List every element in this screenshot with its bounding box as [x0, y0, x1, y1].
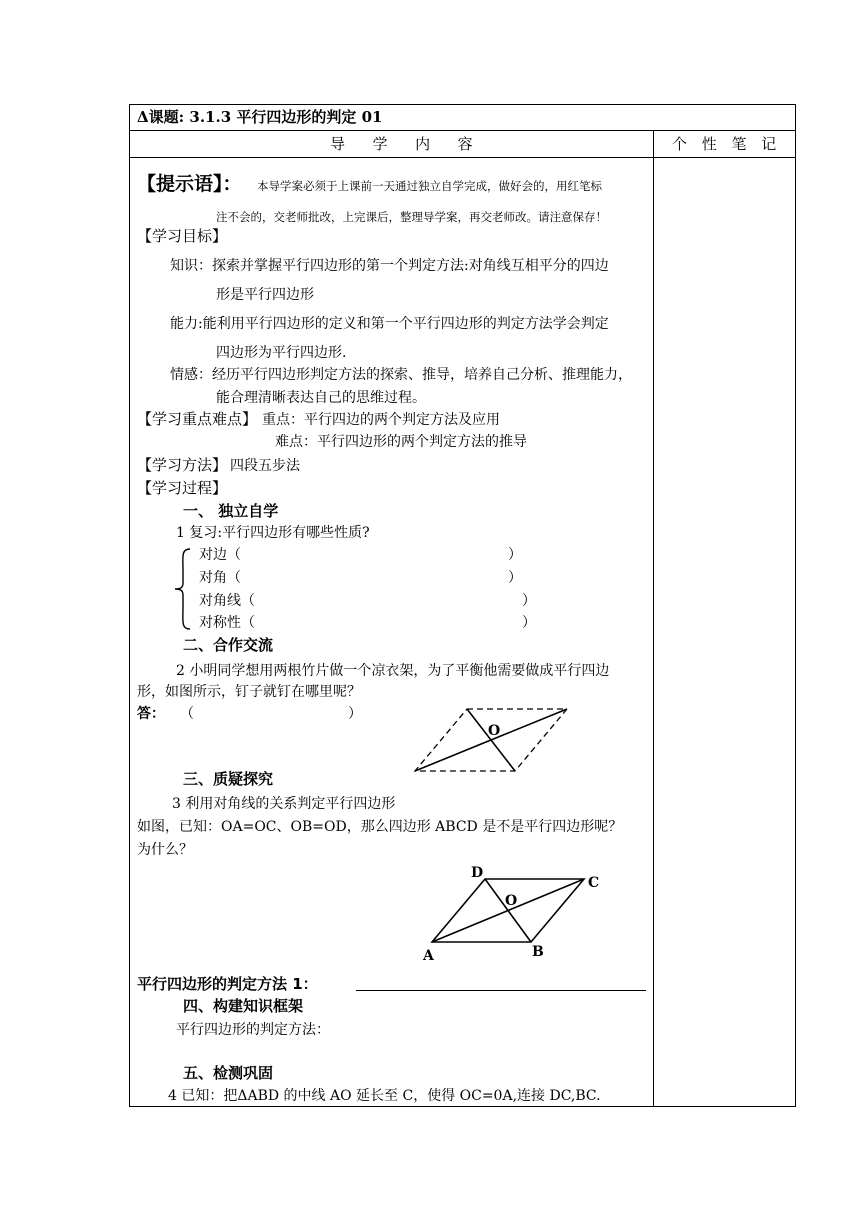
goals-emotion-line2: 能合理清晰表达自己的思维过程。 — [216, 390, 426, 406]
property-angles-label: 对角（ — [199, 570, 241, 586]
curly-brace — [172, 547, 192, 631]
column-header-notes: 个 性 笔 记 — [672, 135, 782, 153]
judgement-method-label: 平行四边形的判定方法 1： — [137, 975, 318, 993]
answer-underline — [356, 990, 646, 991]
rack-point-o-label: O — [488, 723, 501, 739]
vertex-d-label: D — [471, 865, 484, 881]
goals-ability-line1: 能力:能利用平行四边形的定义和第一个平行四边形的判定方法学会判定 — [170, 316, 609, 332]
property-diagonals-label: 对角线（ — [199, 593, 255, 609]
section3-title: 三、质疑探究 — [183, 770, 274, 788]
table-bottom-border — [129, 1106, 796, 1107]
tip-label: 【提示语】： — [137, 173, 242, 195]
parallelogram-abcd-figure — [418, 862, 608, 962]
keypoints-difficult: 难点：平行四边形的两个判定方法的推导 — [275, 434, 527, 450]
rack-diagonal-2 — [467, 709, 515, 771]
section3-question-line2: 为什么？ — [137, 842, 193, 858]
property-sides-close: ） — [508, 547, 522, 563]
section5-title: 五、检测巩固 — [183, 1064, 274, 1082]
section4-text: 平行四边形的判定方法： — [176, 1022, 330, 1038]
diagonal-bd — [485, 879, 531, 942]
process-heading: 【学习过程】 — [137, 479, 228, 497]
keypoints-heading: 【学习重点难点】 — [137, 410, 258, 428]
goals-heading: 【学习目标】 — [137, 227, 228, 245]
column-header-content: 导 学 内 容 — [330, 135, 479, 153]
property-symmetry-label: 对称性（ — [199, 615, 255, 631]
goals-knowledge-line2: 形是平行四边形 — [216, 287, 314, 303]
answer-open-paren: （ — [180, 706, 194, 722]
property-diagonals-close: ） — [522, 593, 536, 609]
section1-title: 一、 独立自学 — [183, 502, 279, 520]
section4-title: 四、构建知识框架 — [183, 997, 304, 1015]
table-subheader-divider — [129, 157, 796, 158]
answer-close-paren: ） — [348, 706, 362, 722]
section5-question: 4 已知：把ΔABD 的中线 AO 延长至 C，使得 OC=0A,连接 DC,BC. — [168, 1088, 601, 1104]
answer-label: 答： — [137, 706, 165, 722]
property-sides-label: 对边（ — [199, 547, 241, 563]
section3-question-line1: 如图，已知：OA=OC、OB=OD，那么四边形 ABCD 是不是平行四边形呢？ — [137, 819, 623, 835]
goals-ability-line2: 四边形为平行四边形. — [216, 345, 347, 361]
table-top-border — [129, 104, 796, 105]
vertex-a-label: A — [423, 948, 434, 964]
goals-knowledge-line1: 知识：探索并掌握平行四边形的第一个判定方法:对角线互相平分的四边 — [170, 258, 609, 274]
vertex-b-label: B — [532, 944, 544, 960]
tip-text-line2: 注不会的，交老师批改，上完课后，整理导学案，再交老师改。请注意保存！ — [216, 210, 607, 224]
table-header-divider — [129, 130, 796, 131]
table-left-border — [129, 104, 130, 1107]
section2-title: 二、合作交流 — [183, 636, 274, 654]
keypoints-key: 重点：平行四边的两个判定方法及应用 — [262, 412, 500, 428]
point-o-label: O — [505, 893, 518, 909]
section1-question: 1 复习:平行四边形有哪些性质? — [176, 525, 370, 541]
method-heading: 【学习方法】 — [137, 456, 228, 474]
section2-question-line1: 2 小明同学想用两根竹片做一个凉衣架，为了平衡他需要做成平行四边 — [176, 663, 610, 679]
goals-emotion-line1: 情感：经历平行四边形判定方法的探索、推导，培养自己分析、推理能力， — [170, 367, 632, 383]
property-angles-close: ） — [508, 570, 522, 586]
section2-question-line2: 形，如图所示，钉子就钉在哪里呢？ — [137, 684, 361, 700]
vertex-c-label: C — [588, 875, 600, 891]
method-value: 四段五步法 — [230, 458, 300, 474]
property-symmetry-close: ） — [522, 615, 536, 631]
section3-question-heading: 3 利用对角线的关系判定平行四边形 — [172, 796, 396, 812]
clothes-rack-figure — [410, 702, 575, 777]
table-column-divider — [653, 130, 654, 1107]
lesson-title: Δ课题: 3.1.3 平行四边形的判定 01 — [137, 108, 383, 126]
tip-text-line1: 本导学案必须于上课前一天通过独立自学完成，做好会的，用红笔标 — [257, 179, 602, 193]
table-right-border — [795, 104, 796, 1107]
